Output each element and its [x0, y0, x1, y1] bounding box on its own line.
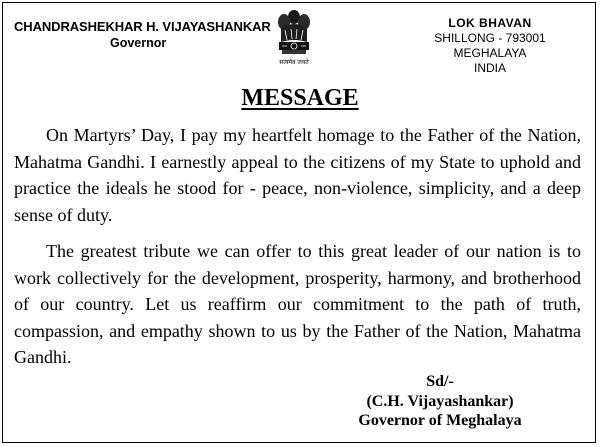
message-paragraph-1: On Martyrs’ Day, I pay my heartfelt homage to the Father of the Nation, Mahatma Gandhi. I earnestly appeal to the citizens of my State to uphold and practice the ideals he stood for - peace, non-violence, simplicity, and a deep sense of duty. — [14, 125, 581, 225]
address-line-1: LOK BHAVAN — [448, 16, 532, 30]
address-line-2: SHILLONG - 793001 — [434, 31, 546, 45]
address-line-4: INDIA — [473, 61, 506, 75]
signature-block — [330, 372, 550, 431]
signature-designation: Governor of Meghalaya — [358, 412, 522, 429]
sender-block — [14, 18, 271, 52]
national-emblem-icon — [273, 8, 315, 72]
message-paragraph-2: The greatest tribute we can offer to this great leader of our nation is to work collectively for the development, prosperity, harmony, and brotherhood of our country. Let us reaffirm our commitment to the path of truth, compassion, and empathy shown to us by the Father of the Nation, Mahatma Gandhi. — [14, 241, 581, 367]
sender-name: CHANDRASHEKHAR H. VIJAYASHANKAR — [14, 19, 271, 34]
signature-name: (C.H. Vijayashankar) — [366, 392, 514, 410]
message-heading-text: MESSAGE — [241, 85, 359, 111]
address-block — [430, 16, 550, 76]
signature-sd: Sd/- — [426, 373, 454, 390]
address-line-3: MEGHALAYA — [453, 46, 527, 60]
sender-title: Governor — [110, 36, 167, 50]
message-heading — [0, 84, 600, 112]
message-body — [14, 122, 581, 381]
emblem-motto: सत्यमेव जयते — [279, 59, 309, 66]
